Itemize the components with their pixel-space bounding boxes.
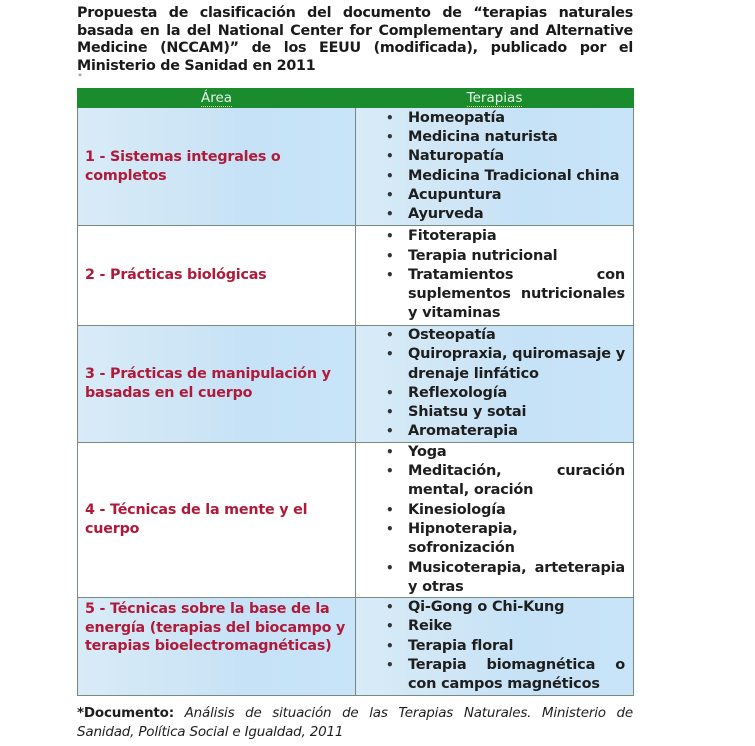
list-item: • Shiatsu y sotai [408,403,625,422]
bullet-icon: • [386,600,394,615]
list-item: • Meditación, curación mental, oración [386,463,625,499]
bullet-icon: • [386,619,394,634]
table-row [78,442,634,597]
bullet-icon: • [386,424,394,439]
bullet-icon: • [386,129,394,144]
bullet-icon: • [386,464,394,479]
header-area: Área [78,89,356,108]
list-item: • Ayurveda [408,205,625,224]
footnote-label: *Documento: [77,705,174,721]
list-item: • Aromaterapia [408,422,625,441]
area-cell: 4 - Técnicas de la mente y el cuerpo [78,442,356,597]
therapies-cell [356,326,634,443]
list-item: • Qi-Gong o Chi-Kung [408,598,625,617]
list-item: • Yoga [408,443,625,462]
list-item: • Terapia nutricional [408,247,625,266]
list-item: • Hipnoterapia, sofronización [386,520,518,557]
bullet-icon: • [386,347,394,362]
therapies-cell [356,226,634,326]
list-item: • Homeopatía [408,109,625,128]
bullet-icon: • [386,328,394,342]
list-item: • Terapia floral [408,637,625,656]
area-cell: 2 - Prácticas biológicas [78,226,356,326]
area-cell: 1 - Sistemas integrales o completos [78,108,356,226]
footnote-reference: Análisis de situación de las Terapias Naturales. Ministerio de Sanidad, Política Social e Igualdad, 2011 [77,705,634,740]
bullet-icon: • [386,207,394,222]
therapies-list [356,598,625,694]
bullet-icon: • [386,638,394,653]
list-item: • Quiropraxia, quiromasaje y drenaje linfático [386,346,625,382]
bullet-icon: • [386,149,394,164]
bullet-icon: • [386,248,394,263]
list-item: • Naturopatía [408,147,625,166]
therapies-cell [356,442,634,597]
therapies-list [356,227,625,323]
list-item: • Osteopatía [408,326,625,345]
bullet-icon: • [386,385,394,400]
therapies-cell [356,598,634,695]
list-item: • Terapia biomagnética o con campos magnéticos [386,657,625,693]
bullet-icon: • [386,168,394,183]
list-item: • Reike [408,617,625,636]
bullet-icon: • [386,187,394,202]
bullet-icon: • [386,267,394,282]
list-item: • Fitoterapia [408,227,625,246]
list-item: • Medicina Tradicional china [408,167,625,186]
classification-table [77,88,634,696]
list-item: • Tratamientos con suplementos nutricionales y vitaminas [386,266,625,322]
document-title: Propuesta de clasificación del documento de “terapias naturales basada en la del National Center for Complementary and Alternative Medicine (NCCAM)” de los EEUU (modificada), publicado por el Ministerio de Sanidad en 2011 [77,5,633,74]
bullet-icon: • [386,560,394,575]
list-item: • Musicoterapia, arteterapia y otras [386,559,625,595]
list-item: • Kinesiología [408,501,625,520]
bullet-icon: • [386,444,394,459]
table-row [78,226,634,326]
area-cell: 5 - Técnicas sobre la base de la energía (terapias del biocampo y terapias bioelectromagnéticas) [78,598,356,695]
bullet-icon: • [386,658,394,673]
therapies-list [356,326,625,442]
bullet-icon: • [386,405,394,420]
bullet-icon: • [386,110,394,125]
table-row [78,326,634,443]
therapies-cell [356,108,634,226]
therapies-list [356,443,625,597]
table-header-row [78,89,634,108]
list-item: • Reflexología [408,384,625,403]
footnote-marker: * [78,72,82,81]
area-cell: 3 - Prácticas de manipulación y basadas en el cuerpo [78,326,356,443]
list-item: • Acupuntura [408,186,625,205]
therapies-list [356,109,625,225]
header-therapies: Terapias [356,89,634,108]
bullet-icon: • [386,502,394,517]
table-row [78,108,634,226]
bullet-icon: • [386,229,394,244]
list-item: • Medicina naturista [408,128,625,147]
table-row [78,598,634,695]
source-footnote [77,704,633,741]
bullet-icon: • [386,521,394,536]
